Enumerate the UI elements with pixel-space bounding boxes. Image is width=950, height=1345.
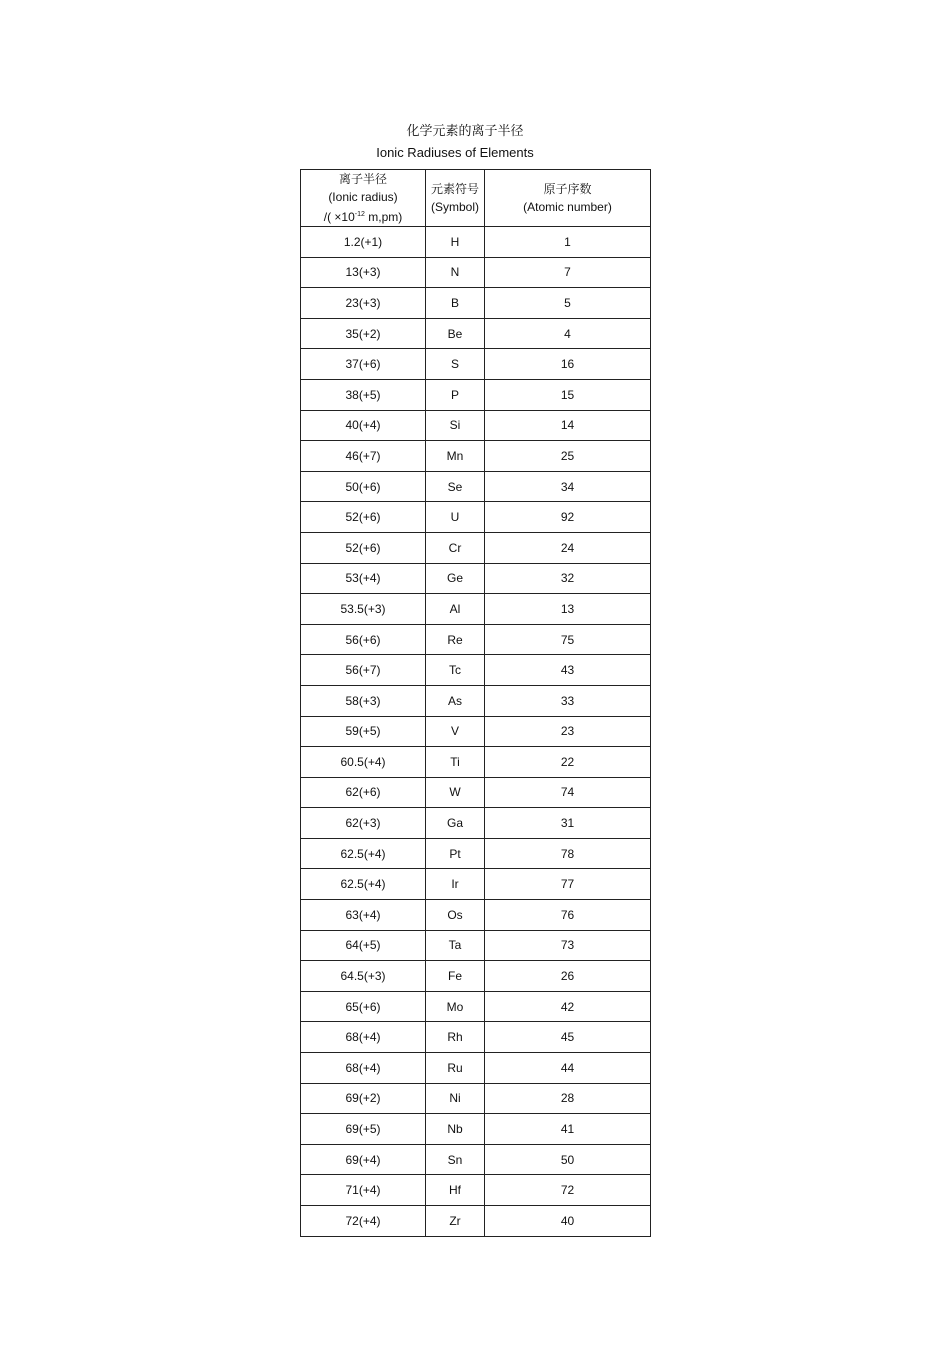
cell-symbol: Be	[426, 318, 485, 349]
cell-ionic-radius: 52(+6)	[301, 502, 426, 533]
cell-symbol: Tc	[426, 655, 485, 686]
table-row	[301, 227, 651, 258]
cell-ionic-radius: 62(+6)	[301, 777, 426, 808]
cell-symbol: Mn	[426, 441, 485, 472]
cell-ionic-radius: 65(+6)	[301, 991, 426, 1022]
cell-ionic-radius: 64.5(+3)	[301, 961, 426, 992]
cell-symbol: Ru	[426, 1053, 485, 1084]
cell-atomic-number: 4	[485, 318, 651, 349]
table-row	[301, 594, 651, 625]
cell-atomic-number: 42	[485, 991, 651, 1022]
table-row	[301, 808, 651, 839]
table-row	[301, 747, 651, 778]
table-row	[301, 655, 651, 686]
cell-atomic-number: 25	[485, 441, 651, 472]
cell-symbol: Se	[426, 471, 485, 502]
cell-ionic-radius: 69(+4)	[301, 1144, 426, 1175]
cell-symbol: Pt	[426, 838, 485, 869]
cell-atomic-number: 78	[485, 838, 651, 869]
table-row	[301, 410, 651, 441]
header-ionic-radius	[301, 170, 426, 227]
table-row	[301, 1206, 651, 1237]
page-title-chinese: 化学元素的离子半径	[406, 124, 524, 139]
cell-atomic-number: 40	[485, 1206, 651, 1237]
cell-symbol: Ge	[426, 563, 485, 594]
unit-exponent: -12	[354, 211, 365, 218]
cell-atomic-number: 24	[485, 532, 651, 563]
cell-symbol: S	[426, 349, 485, 380]
cell-ionic-radius: 62(+3)	[301, 808, 426, 839]
cell-ionic-radius: 53.5(+3)	[301, 594, 426, 625]
table-row	[301, 563, 651, 594]
cell-atomic-number: 22	[485, 747, 651, 778]
cell-atomic-number: 74	[485, 777, 651, 808]
cell-atomic-number: 72	[485, 1175, 651, 1206]
cell-symbol: B	[426, 288, 485, 319]
cell-atomic-number: 92	[485, 502, 651, 533]
cell-ionic-radius: 62.5(+4)	[301, 869, 426, 900]
cell-symbol: Ir	[426, 869, 485, 900]
cell-ionic-radius: 60.5(+4)	[301, 747, 426, 778]
table-body	[301, 227, 651, 1237]
table-row	[301, 318, 651, 349]
cell-atomic-number: 23	[485, 716, 651, 747]
cell-symbol: Si	[426, 410, 485, 441]
cell-ionic-radius: 68(+4)	[301, 1022, 426, 1053]
cell-symbol: Mo	[426, 991, 485, 1022]
table-row	[301, 532, 651, 563]
cell-ionic-radius: 72(+4)	[301, 1206, 426, 1237]
cell-atomic-number: 13	[485, 594, 651, 625]
cell-symbol: N	[426, 257, 485, 288]
cell-symbol: W	[426, 777, 485, 808]
cell-symbol: Nb	[426, 1114, 485, 1145]
cell-symbol: As	[426, 685, 485, 716]
header-ionic-radius-unit	[301, 206, 425, 226]
cell-atomic-number: 50	[485, 1144, 651, 1175]
header-atomic-number	[485, 170, 651, 227]
cell-symbol: Zr	[426, 1206, 485, 1237]
table-row	[301, 900, 651, 931]
cell-ionic-radius: 71(+4)	[301, 1175, 426, 1206]
cell-ionic-radius: 56(+6)	[301, 624, 426, 655]
cell-symbol: Ga	[426, 808, 485, 839]
cell-ionic-radius: 50(+6)	[301, 471, 426, 502]
cell-ionic-radius: 58(+3)	[301, 685, 426, 716]
table-row	[301, 838, 651, 869]
cell-ionic-radius: 40(+4)	[301, 410, 426, 441]
cell-ionic-radius: 56(+7)	[301, 655, 426, 686]
table-row	[301, 869, 651, 900]
cell-atomic-number: 31	[485, 808, 651, 839]
cell-symbol: Ti	[426, 747, 485, 778]
header-row	[301, 170, 651, 227]
unit-prefix: /( ×10	[323, 210, 355, 224]
cell-ionic-radius: 37(+6)	[301, 349, 426, 380]
table-row	[301, 930, 651, 961]
table-row	[301, 961, 651, 992]
cell-atomic-number: 41	[485, 1114, 651, 1145]
cell-atomic-number: 1	[485, 227, 651, 258]
header-symbol	[426, 170, 485, 227]
cell-symbol: Ni	[426, 1083, 485, 1114]
cell-ionic-radius: 68(+4)	[301, 1053, 426, 1084]
cell-ionic-radius: 46(+7)	[301, 441, 426, 472]
cell-atomic-number: 5	[485, 288, 651, 319]
header-ionic-radius-cn: 离子半径	[338, 172, 387, 186]
table-row	[301, 288, 651, 319]
cell-symbol: P	[426, 379, 485, 410]
cell-atomic-number: 43	[485, 655, 651, 686]
cell-atomic-number: 73	[485, 930, 651, 961]
cell-atomic-number: 15	[485, 379, 651, 410]
table-row	[301, 716, 651, 747]
table-row	[301, 685, 651, 716]
cell-atomic-number: 75	[485, 624, 651, 655]
cell-atomic-number: 34	[485, 471, 651, 502]
cell-ionic-radius: 69(+5)	[301, 1114, 426, 1145]
table-row	[301, 777, 651, 808]
cell-ionic-radius: 69(+2)	[301, 1083, 426, 1114]
cell-ionic-radius: 38(+5)	[301, 379, 426, 410]
table-row	[301, 1114, 651, 1145]
cell-ionic-radius: 62.5(+4)	[301, 838, 426, 869]
cell-symbol: Sn	[426, 1144, 485, 1175]
header-atomic-number-cn: 原子序数	[543, 182, 592, 196]
cell-symbol: H	[426, 227, 485, 258]
unit-suffix: m,pm)	[364, 210, 403, 224]
cell-symbol: Rh	[426, 1022, 485, 1053]
table-row	[301, 1175, 651, 1206]
page-title-english: Ionic Radiuses of Elements	[376, 145, 534, 160]
cell-symbol: U	[426, 502, 485, 533]
cell-atomic-number: 28	[485, 1083, 651, 1114]
table-row	[301, 1053, 651, 1084]
cell-ionic-radius: 35(+2)	[301, 318, 426, 349]
cell-ionic-radius: 53(+4)	[301, 563, 426, 594]
cell-symbol: Re	[426, 624, 485, 655]
table-header	[301, 170, 651, 227]
cell-atomic-number: 26	[485, 961, 651, 992]
cell-symbol: Al	[426, 594, 485, 625]
cell-atomic-number: 45	[485, 1022, 651, 1053]
header-atomic-number-en: (Atomic number)	[523, 200, 612, 214]
cell-ionic-radius: 64(+5)	[301, 930, 426, 961]
cell-ionic-radius: 23(+3)	[301, 288, 426, 319]
table-row	[301, 257, 651, 288]
cell-atomic-number: 76	[485, 900, 651, 931]
table-row	[301, 441, 651, 472]
cell-symbol: Os	[426, 900, 485, 931]
table-row	[301, 1022, 651, 1053]
cell-ionic-radius: 52(+6)	[301, 532, 426, 563]
cell-atomic-number: 44	[485, 1053, 651, 1084]
table-row	[301, 502, 651, 533]
cell-symbol: Cr	[426, 532, 485, 563]
cell-atomic-number: 14	[485, 410, 651, 441]
cell-ionic-radius: 13(+3)	[301, 257, 426, 288]
header-ionic-radius-en: (Ionic radius)	[328, 190, 398, 204]
table-row	[301, 349, 651, 380]
cell-symbol: Fe	[426, 961, 485, 992]
header-symbol-en: (Symbol)	[430, 200, 479, 214]
header-symbol-cn: 元素符号	[430, 182, 479, 196]
cell-symbol: Hf	[426, 1175, 485, 1206]
cell-atomic-number: 16	[485, 349, 651, 380]
cell-atomic-number: 77	[485, 869, 651, 900]
ionic-radius-table	[300, 169, 651, 1237]
table-row	[301, 624, 651, 655]
cell-atomic-number: 32	[485, 563, 651, 594]
cell-symbol: V	[426, 716, 485, 747]
cell-atomic-number: 33	[485, 685, 651, 716]
table-row	[301, 1083, 651, 1114]
table-row	[301, 471, 651, 502]
table-row	[301, 1144, 651, 1175]
cell-symbol: Ta	[426, 930, 485, 961]
cell-ionic-radius: 59(+5)	[301, 716, 426, 747]
table-row	[301, 379, 651, 410]
cell-ionic-radius: 1.2(+1)	[301, 227, 426, 258]
cell-ionic-radius: 63(+4)	[301, 900, 426, 931]
cell-atomic-number: 7	[485, 257, 651, 288]
table-row	[301, 991, 651, 1022]
